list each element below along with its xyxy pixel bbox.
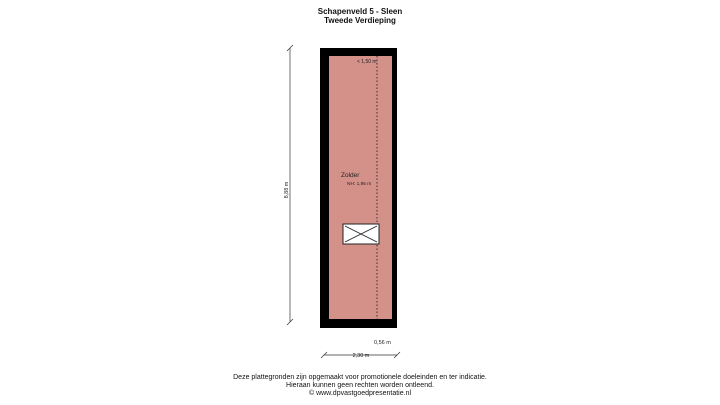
address-title: Schapenveld 5 - Sleen — [317, 7, 403, 16]
height-dimension-label: 8,88 m — [284, 181, 290, 199]
width-dimension-label: 2,30 m — [352, 353, 370, 359]
low-height-label: < 1,50 m — [357, 59, 377, 65]
attic-floor — [329, 56, 392, 319]
floor-title: Tweede Verdieping — [324, 16, 396, 25]
disclaimer-line-1: Deze plattegronden zijn opgemaakt voor promotionele doeleinden en ter indicatie. — [233, 374, 487, 381]
width-dimension — [321, 352, 400, 359]
room-height-label: NH: 1,95 m — [347, 182, 372, 187]
copyright-link[interactable]: © www.dpvastgoedpresentatie.nl — [308, 390, 412, 397]
strip-dimension-label: 0,56 m — [374, 340, 391, 346]
height-dimension — [284, 45, 293, 325]
disclaimer-line-2: Hieraan kunnen geen rechten worden ontleend. — [286, 382, 434, 389]
room-label: Zolder — [341, 172, 360, 179]
hatch-icon — [343, 224, 379, 244]
